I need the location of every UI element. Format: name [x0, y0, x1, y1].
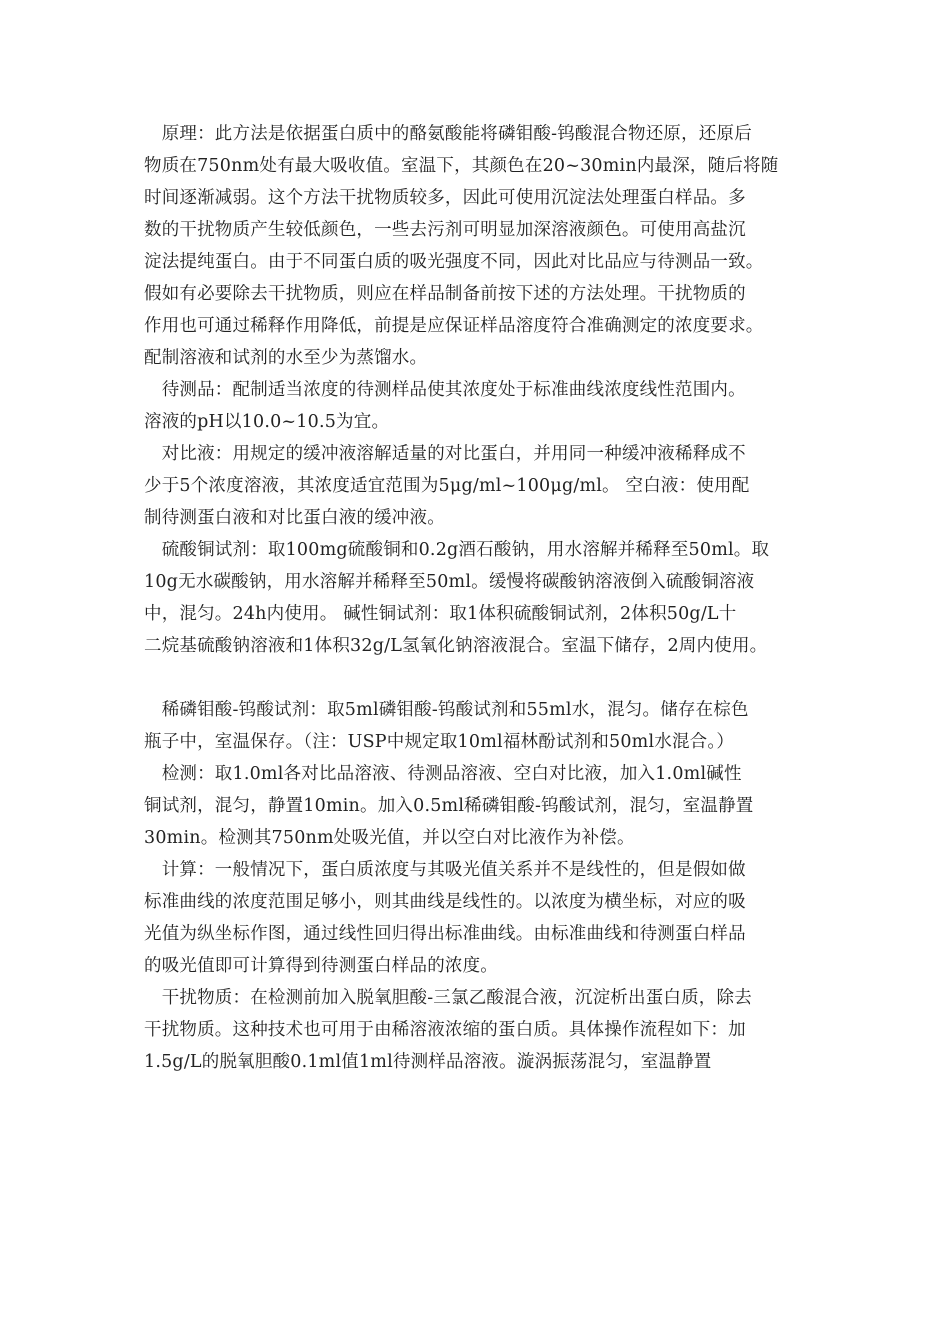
text-line: 时间逐渐减弱。这个方法干扰物质较多，因此可使用沉淀法处理蛋白样品。多	[144, 188, 746, 208]
text-line: 中，混匀。24h内使用。 碱性铜试剂：取1体积硫酸铜试剂，2体积50g/L十	[144, 604, 737, 624]
text-line: 少于5个浓度溶液，其浓度适宜范围为5μg/ml~100μg/ml。 空白液：使用配	[144, 476, 750, 496]
blank-line	[144, 662, 824, 694]
text-line: 1.5g/L的脱氧胆酸0.1ml值1ml待测样品溶液。漩涡振荡混匀，室温静置	[144, 1052, 712, 1072]
text-line: 的吸光值即可计算得到待测蛋白样品的浓度。	[144, 956, 498, 976]
document-body	[144, 118, 824, 1078]
text-line: 铜试剂，混匀，静置10min。加入0.5ml稀磷钼酸-钨酸试剂，混匀，室温静置	[144, 796, 754, 816]
text-line: 瓶子中，室温保存。（注：USP中规定取10ml福林酚试剂和50ml水混合。）	[144, 732, 735, 752]
text-line: 标准曲线的浓度范围足够小，则其曲线是线性的。以浓度为横坐标，对应的吸	[144, 892, 746, 912]
text-line: 稀磷钼酸-钨酸试剂：取5ml磷钼酸-钨酸试剂和55ml水，混匀。储存在棕色	[144, 700, 749, 720]
text-line: 硫酸铜试剂：取100mg硫酸铜和0.2g酒石酸钠，用水溶解并稀释至50ml。取	[144, 540, 770, 560]
text-line: 数的干扰物质产生较低颜色，一些去污剂可明显加深溶液颜色。可使用高盐沉	[144, 220, 746, 240]
text-line: 二烷基硫酸钠溶液和1体积32g/L氢氧化钠溶液混合。室温下储存，2周内使用。	[144, 636, 768, 656]
text-line: 待测品：配制适当浓度的待测样品使其浓度处于标准曲线浓度线性范围内。	[144, 380, 746, 400]
text-line: 检测：取1.0ml各对比品溶液、待测品溶液、空白对比液，加入1.0ml碱性	[144, 764, 742, 784]
text-line: 配制溶液和试剂的水至少为蒸馏水。	[144, 348, 428, 368]
text-line: 原理：此方法是依据蛋白质中的酪氨酸能将磷钼酸-钨酸混合物还原，还原后	[144, 124, 752, 144]
text-line: 溶液的pH以10.0~10.5为宜。	[144, 412, 390, 432]
text-line: 作用也可通过稀释作用降低，前提是应保证样品溶度符合准确测定的浓度要求。	[144, 316, 764, 336]
text-line: 干扰物质。这种技术也可用于由稀溶液浓缩的蛋白质。具体操作流程如下：加	[144, 1020, 746, 1040]
text-line: 对比液：用规定的缓冲液溶解适量的对比蛋白，并用同一种缓冲液稀释成不	[144, 444, 746, 464]
text-line: 假如有必要除去干扰物质，则应在样品制备前按下述的方法处理。干扰物质的	[144, 284, 746, 304]
text-line: 计算：一般情况下，蛋白质浓度与其吸光值关系并不是线性的，但是假如做	[144, 860, 746, 880]
text-line: 制待测蛋白液和对比蛋白液的缓冲液。	[144, 508, 445, 528]
text-line: 10g无水碳酸钠，用水溶解并稀释至50ml。缓慢将碳酸钠溶液倒入硫酸铜溶液	[144, 572, 755, 592]
text-line: 30min。检测其750nm处吸光值，并以空白对比液作为补偿。	[144, 828, 635, 848]
text-line: 淀法提纯蛋白。由于不同蛋白质的吸光强度不同，因此对比品应与待测品一致。	[144, 252, 764, 272]
text-line: 物质在750nm处有最大吸收值。室温下，其颜色在20~30min内最深，随后将随	[144, 156, 779, 176]
text-line: 光值为纵坐标作图，通过线性回归得出标准曲线。由标准曲线和待测蛋白样品	[144, 924, 746, 944]
text-line: 干扰物质：在检测前加入脱氧胆酸-三氯乙酸混合液，沉淀析出蛋白质，除去	[144, 988, 752, 1008]
